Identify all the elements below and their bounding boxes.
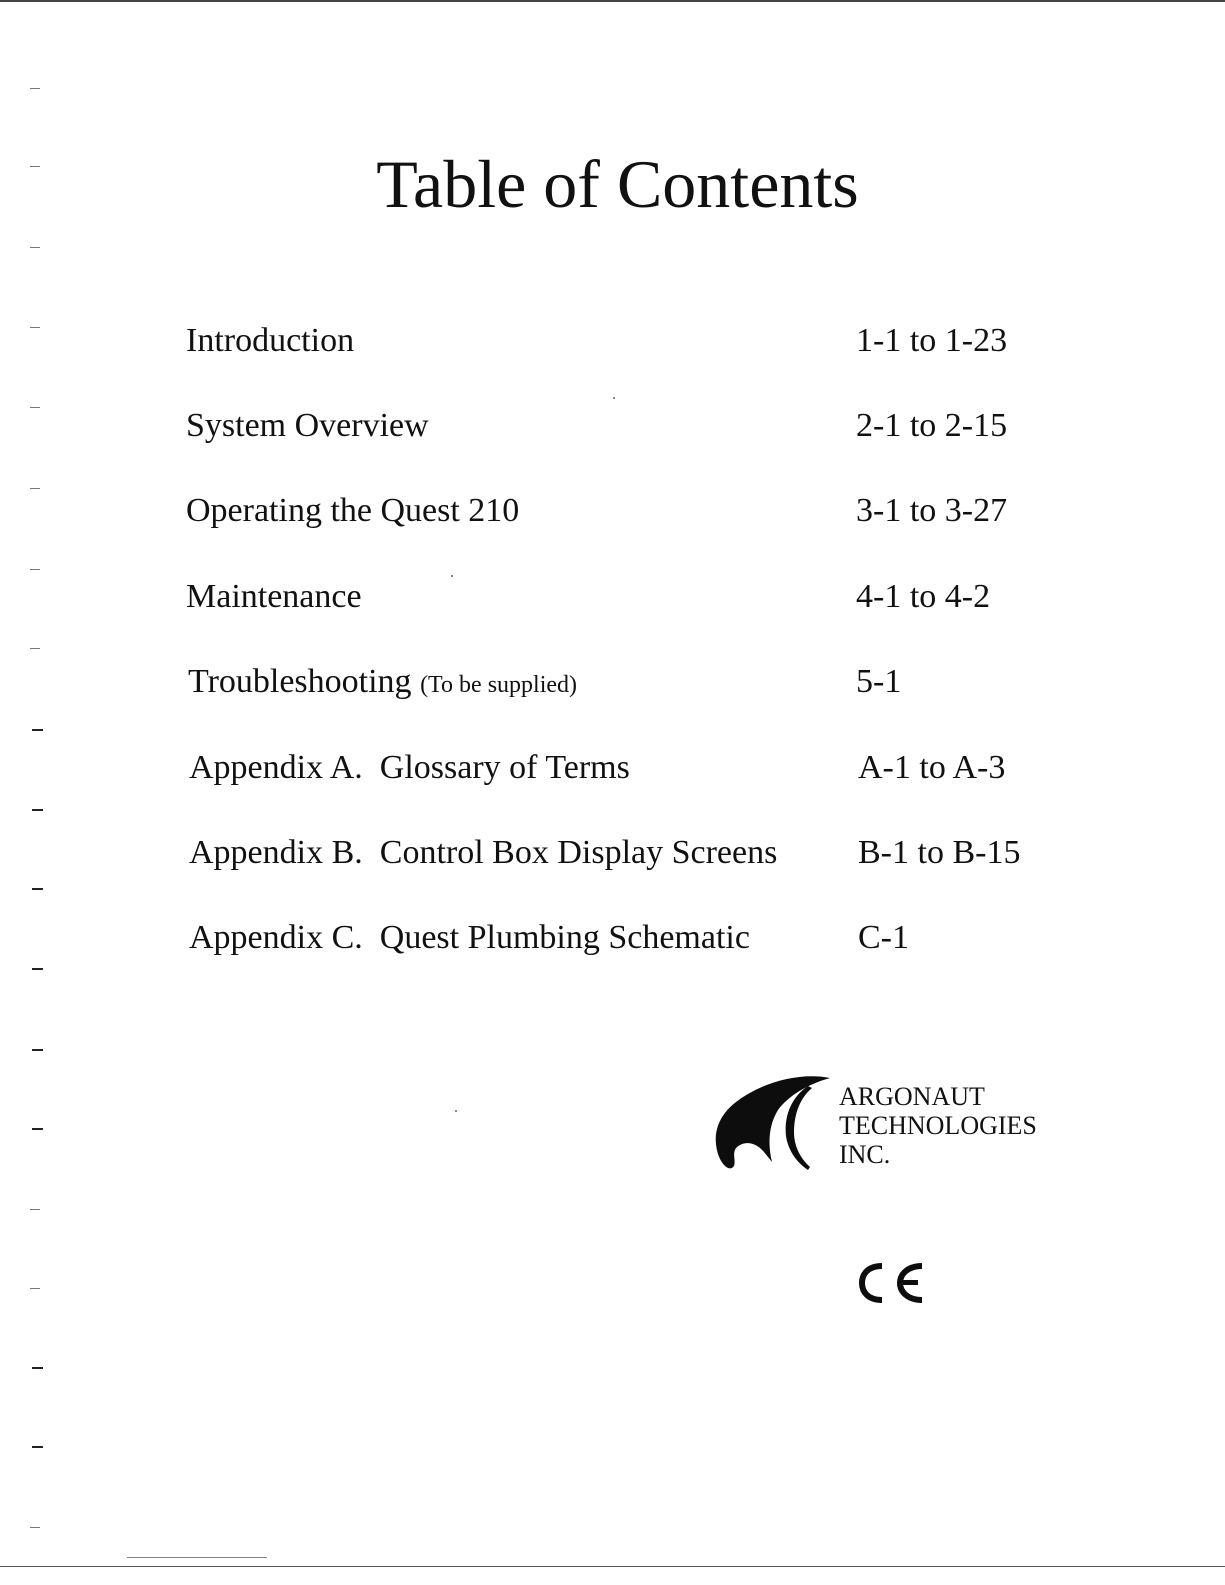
toc-entry-appendix-b[interactable] — [0, 828, 1225, 878]
margin-tick — [32, 729, 43, 731]
toc-entry-introduction[interactable] — [0, 316, 1225, 366]
company-name-line: INC. — [839, 1140, 891, 1169]
toc-entry-pages: C-1 — [858, 919, 909, 956]
margin-tick — [32, 1049, 43, 1051]
toc-entry-label: Maintenance — [186, 578, 362, 615]
margin-tick — [32, 888, 43, 890]
company-name-line: TECHNOLOGIES — [839, 1111, 1037, 1140]
margin-tick — [30, 569, 40, 570]
toc-entry-label: System Overview — [186, 407, 429, 444]
toc-entry-label: Appendix A. Glossary of Terms — [189, 749, 630, 786]
margin-tick — [30, 247, 40, 248]
toc-entry-label: Operating the Quest 210 — [186, 492, 520, 529]
top-edge-rule — [0, 0, 1225, 2]
margin-tick — [30, 1209, 40, 1210]
toc-entry-appendix-c[interactable] — [0, 913, 1225, 963]
margin-tick — [32, 1446, 43, 1448]
toc-entry-maintenance[interactable] — [0, 572, 1225, 622]
company-name-line: ARGONAUT — [839, 1082, 985, 1111]
toc-entry-appendix-a[interactable] — [0, 743, 1225, 793]
toc-entry-label: Appendix B. Control Box Display Screens — [189, 834, 778, 871]
toc-entry-pages: A-1 to A-3 — [858, 749, 1006, 786]
margin-tick — [32, 1128, 43, 1130]
toc-entry-label: Troubleshooting (To be supplied) — [188, 663, 578, 700]
toc-entry-note: (To be supplied) — [420, 672, 578, 698]
toc-entry-label: Appendix C. Quest Plumbing Schematic — [189, 919, 750, 956]
bottom-link-underline — [127, 1557, 267, 1558]
toc-entry-pages: 1-1 to 1-23 — [856, 322, 1008, 359]
toc-entry-operating[interactable] — [0, 486, 1225, 536]
bottom-edge-rule — [0, 1566, 1225, 1567]
margin-tick — [32, 1367, 43, 1369]
company-name — [839, 1082, 1037, 1169]
margin-tick — [30, 648, 40, 649]
toc-entry-pages: B-1 to B-15 — [858, 834, 1021, 871]
scan-speck — [455, 1110, 457, 1112]
toc-entry-pages: 3-1 to 3-27 — [856, 492, 1008, 529]
scan-speck — [451, 575, 453, 577]
margin-tick — [30, 88, 40, 89]
toc-entry-pages: 5-1 — [856, 663, 902, 700]
argonaut-logo-icon — [712, 1070, 836, 1176]
toc-entry-troubleshooting[interactable] — [0, 657, 1225, 707]
toc-entry-pages: 4-1 to 4-2 — [856, 578, 991, 615]
toc-entry-pages: 2-1 to 2-15 — [856, 407, 1008, 444]
margin-tick — [32, 809, 43, 811]
toc-entry-label: Introduction — [186, 322, 355, 359]
toc-entry-system-overview[interactable] — [0, 401, 1225, 451]
margin-tick — [30, 1288, 40, 1289]
margin-tick — [30, 1527, 40, 1528]
scan-speck — [613, 397, 615, 399]
page-title: Table of Contents — [376, 146, 859, 222]
margin-tick — [32, 968, 43, 970]
ce-mark-icon — [856, 1258, 928, 1308]
